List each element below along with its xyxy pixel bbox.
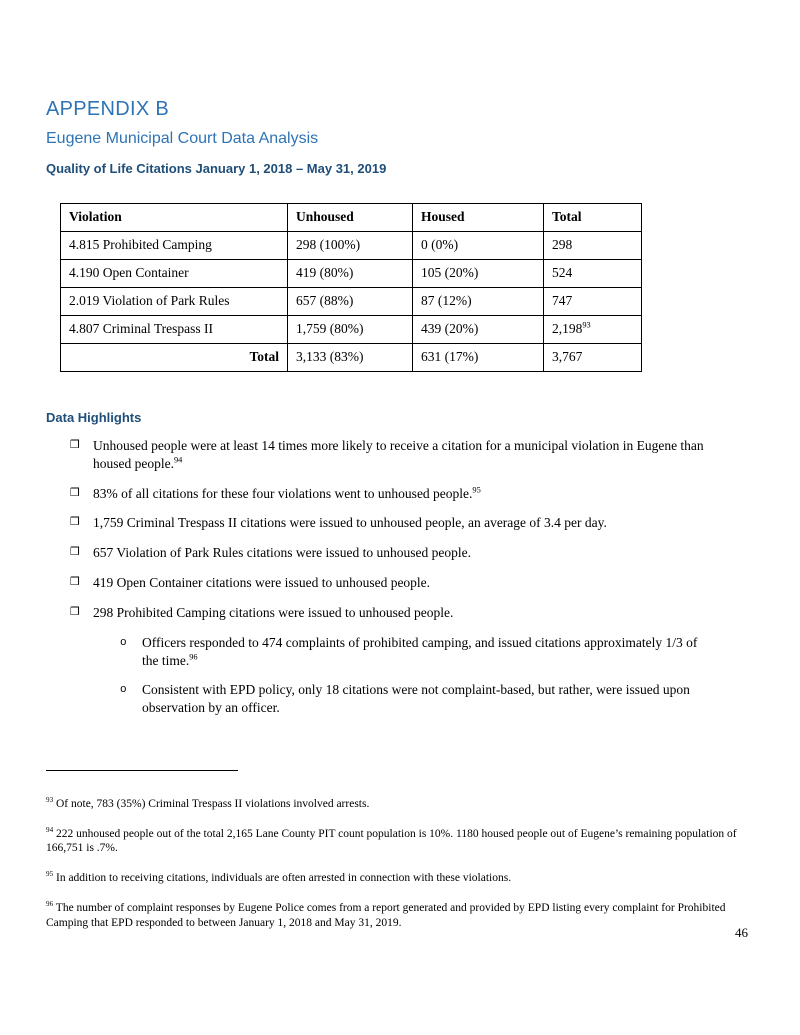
- table-row: [61, 288, 642, 316]
- highlight-bullet: [70, 544, 708, 562]
- circle-sub-bullet-icon: o: [120, 684, 127, 697]
- cell-housed: 439 (20%): [413, 316, 544, 344]
- cell-violation: 4.807 Criminal Trespass II: [61, 316, 288, 344]
- footnote-ref: 96: [189, 652, 198, 661]
- cell-violation: 2.019 Violation of Park Rules: [61, 288, 288, 316]
- square-bullet-icon: ❒: [70, 515, 80, 529]
- cell-total: 747: [544, 288, 642, 316]
- highlight-text-content: Officers responded to 474 complaints of prohibited camping, and issued citations approximately 1/3 of the time.: [142, 634, 698, 668]
- footnote: [46, 827, 755, 856]
- highlight-text: [93, 574, 708, 592]
- cell-total: 524: [544, 260, 642, 288]
- highlight-text: [93, 604, 708, 622]
- cell-unhoused: 1,759 (80%): [288, 316, 413, 344]
- footnote: [46, 871, 755, 886]
- highlight-text-content: Consistent with EPD policy, only 18 citations were not complaint-based, but rather, were issued upon observation by an officer.: [142, 682, 690, 716]
- footnote-number: 95: [46, 870, 54, 879]
- highlight-bullet: [70, 514, 708, 532]
- appendix-title: APPENDIX B: [46, 98, 170, 120]
- cell-housed: 0 (0%): [413, 232, 544, 260]
- highlight-text: [93, 544, 708, 562]
- cell-violation: 4.190 Open Container: [61, 260, 288, 288]
- page-number: 46: [735, 925, 748, 940]
- square-bullet-icon: ❒: [70, 485, 80, 499]
- footnote-text: In addition to receiving citations, individuals are often arrested in connection with these violations.: [56, 872, 512, 885]
- highlight-bullet: [70, 485, 708, 503]
- highlight-bullet: [70, 604, 708, 622]
- footnote-text: 222 unhoused people out of the total 2,165 Lane County PIT count population is 10%. 1180 housed people out of Eugene’s remaining population of 166,751 is .7%.: [46, 827, 737, 855]
- table-row: [61, 316, 642, 344]
- square-bullet-icon: ❒: [70, 604, 80, 618]
- highlight-text-content: 298 Prohibited Camping citations were issued to unhoused people.: [93, 604, 454, 620]
- cell-housed: 87 (12%): [413, 288, 544, 316]
- highlight-text: [93, 485, 708, 503]
- footnote-text: Of note, 783 (35%) Criminal Trespass II violations involved arrests.: [56, 798, 370, 810]
- highlight-text: [142, 681, 708, 717]
- cell-unhoused: 298 (100%): [288, 232, 413, 260]
- footnote: [46, 901, 755, 930]
- square-bullet-icon: ❒: [70, 545, 80, 559]
- cell-total: 298: [544, 232, 642, 260]
- footnote-text: The number of complaint responses by Eugene Police comes from a report generated and provided by EPD listing every complaint for Prohibited Camping that EPD responded to between January 1, 2018 and May 31, 2019.: [46, 901, 726, 929]
- section-heading: Quality of Life Citations January 1, 2018 – May 31, 2019: [46, 161, 387, 176]
- citations-table: [60, 203, 642, 372]
- highlight-text: [142, 634, 708, 670]
- highlight-bullet: [70, 437, 708, 473]
- square-bullet-icon: ❒: [70, 438, 80, 451]
- highlight-text: [93, 514, 708, 532]
- column-header-housed: Housed: [413, 204, 544, 232]
- highlight-sub-bullet: [120, 681, 708, 717]
- footnote-number: 93: [46, 796, 54, 805]
- table-row: [61, 260, 642, 288]
- column-header-total: Total: [544, 204, 642, 232]
- column-header-unhoused: Unhoused: [288, 204, 413, 232]
- highlights-list: [46, 437, 708, 717]
- footnote-ref: 94: [173, 455, 183, 465]
- footnote-ref: 95: [472, 485, 481, 495]
- table-row: [61, 232, 642, 260]
- total-total: 3,767: [544, 344, 642, 372]
- total-row-label: Total: [61, 344, 288, 372]
- highlight-text-content: 419 Open Container citations were issued to unhoused people.: [93, 575, 431, 591]
- highlight-sub-bullet: [120, 634, 708, 670]
- footnote-number: 96: [46, 900, 54, 909]
- footnote-separator: [46, 770, 238, 771]
- highlight-text-content: 657 Violation of Park Rules citations were issued to unhoused people.: [93, 545, 472, 561]
- cell-total-value: 2,198: [552, 321, 583, 336]
- footnote: [46, 797, 755, 812]
- cell-housed: 105 (20%): [413, 260, 544, 288]
- highlight-text-content: Unhoused people were at least 14 times more likely to receive a citation for a municipal violation in Eugene than housed people.: [93, 438, 704, 471]
- square-bullet-icon: ❒: [70, 575, 80, 589]
- footnote-section: [46, 770, 755, 945]
- table-total-row: [61, 344, 642, 372]
- highlight-text: [93, 437, 708, 473]
- table-header-row: [61, 204, 642, 232]
- cell-unhoused: 419 (80%): [288, 260, 413, 288]
- footnote-number: 94: [46, 825, 54, 834]
- highlight-text-content: 1,759 Criminal Trespass II citations were issued to unhoused people, an average of 3.4 per day.: [93, 515, 607, 531]
- total-unhoused: 3,133 (83%): [288, 344, 413, 372]
- cell-unhoused: 657 (88%): [288, 288, 413, 316]
- highlight-text-content: 83% of all citations for these four violations went to unhoused people.: [93, 485, 473, 501]
- document-subtitle: Eugene Municipal Court Data Analysis: [46, 130, 319, 147]
- footnote-ref: 93: [582, 320, 591, 330]
- cell-violation: 4.815 Prohibited Camping: [61, 232, 288, 260]
- highlight-bullet: [70, 574, 708, 592]
- total-housed: 631 (17%): [413, 344, 544, 372]
- circle-sub-bullet-icon: o: [120, 636, 127, 649]
- cell-total: [544, 316, 642, 344]
- data-highlights-heading: Data Highlights: [46, 410, 142, 425]
- column-header-violation: Violation: [61, 204, 288, 232]
